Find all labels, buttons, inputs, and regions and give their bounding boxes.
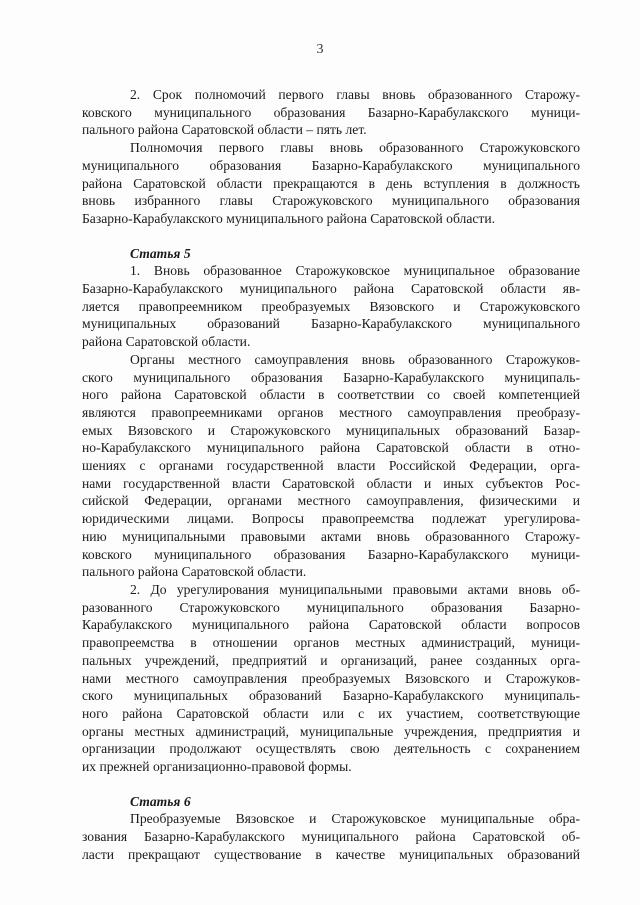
article-6-paragraph-1	[82, 810, 580, 863]
text-line: муниципальных образований Базарно-Карабулакского муниципального	[82, 316, 580, 332]
text-line: района Саратовской области прекращаются в день вступления в должность	[82, 175, 580, 191]
text-line: Полномочия первого главы вновь образованного Старожуковского	[130, 140, 580, 156]
text-line: сийской Федерации, органами местного самоуправления, физическими и	[82, 493, 580, 509]
text-line: муниципального образования Базарно-Карабулакского муниципального	[82, 157, 580, 173]
text-line: ляется правопреемником преобразуемых Вязовского и Старожуковского	[82, 298, 580, 314]
text-line: 2. Срок полномочий первого главы вновь образованного Старожу-	[130, 87, 580, 102]
text-line: органы местных администраций, муниципальные учреждения, предприятия и	[82, 723, 580, 739]
text-line: организации продолжают осуществлять свою деятельность с сохранением	[82, 741, 580, 757]
article-5-paragraph-3	[82, 581, 580, 776]
text-line: пального района Саратовской области – пять лет.	[82, 122, 367, 138]
text-line: емых Вязовского и Старожуковского муниципальных образований Базар-	[82, 422, 580, 438]
document-body	[82, 86, 580, 864]
article-5-paragraph-1	[82, 262, 580, 351]
article-5-heading: Статья 5	[130, 245, 191, 261]
article-6-heading: Статья 6	[130, 793, 191, 809]
text-line: района Саратовской области.	[82, 334, 251, 350]
text-line: ного района Саратовской области в соответствии со своей компетенцией	[82, 387, 580, 403]
paragraph-term-of-office	[82, 86, 580, 139]
text-line: ского муниципальных образований Базарно-Карабулакского муниципаль-	[82, 688, 580, 704]
text-line: ского муниципального образования Базарно-Карабулакского муниципаль-	[82, 369, 580, 385]
text-line: ковского муниципального образования Базарно-Карабулакского муници-	[82, 546, 580, 562]
text-line: юридическими лицами. Вопросы правопреемства подлежат урегулирова-	[82, 511, 580, 527]
text-line: ласти прекращают существование в качестве муниципальных образований	[82, 846, 580, 862]
text-line: пального района Саратовской области.	[82, 564, 307, 580]
text-line: их прежней организационно-правовой формы.	[82, 759, 352, 775]
paragraph-powers	[82, 139, 580, 228]
text-line: Базарно-Карабулакского муниципального района Саратовской области яв-	[82, 281, 580, 297]
text-line: нами государственной власти Саратовской области и иных субъектов Рос-	[82, 475, 580, 491]
text-line: ного района Саратовской области или с их участием, соответствующие	[82, 705, 580, 721]
text-line: Органы местного самоуправления вновь образованного Старожуков-	[130, 351, 580, 367]
text-line: зования Базарно-Карабулакского муниципального района Саратовской об-	[82, 829, 580, 845]
text-line: вновь избранного главы Старожуковского муниципального образования	[82, 193, 580, 209]
text-line: 2. До урегулирования муниципальными правовыми актами вновь об-	[130, 581, 580, 597]
text-line: разованного Старожуковского муниципального образования Базарно-	[82, 599, 580, 615]
text-line: шениях с органами государственной власти Российской Федерации, орга-	[82, 458, 580, 474]
text-line: 1. Вновь образованное Старожуковское муниципальное образование	[130, 263, 580, 279]
text-line: нами местного самоуправления преобразуемых Вязовского и Старожуков-	[82, 670, 580, 686]
text-line: пальных учреждений, предприятий и организаций, ранее созданных орга-	[82, 652, 580, 668]
text-line: Базарно-Карабулакского муниципального района Саратовской области.	[82, 210, 496, 226]
text-line: Преобразуемые Вязовское и Старожуковское муниципальные обра-	[130, 811, 580, 827]
article-5-paragraph-2	[82, 351, 580, 581]
page-number: 3	[316, 42, 324, 57]
text-line: но-Карабулакского муниципального района Саратовской области в отно-	[82, 440, 580, 456]
text-line: Карабулакского муниципального района Саратовской области вопросов	[82, 617, 580, 633]
text-line: являются правопреемниками органов местного самоуправления преобразу-	[82, 404, 580, 420]
text-line: правопреемства в отношении органов местных администраций, муници-	[82, 635, 580, 651]
text-line: нию муниципальными правовыми актами вновь образованного Старожу-	[82, 528, 580, 544]
text-line: ковского муниципального образования Базарно-Карабулакского муници-	[82, 104, 580, 120]
